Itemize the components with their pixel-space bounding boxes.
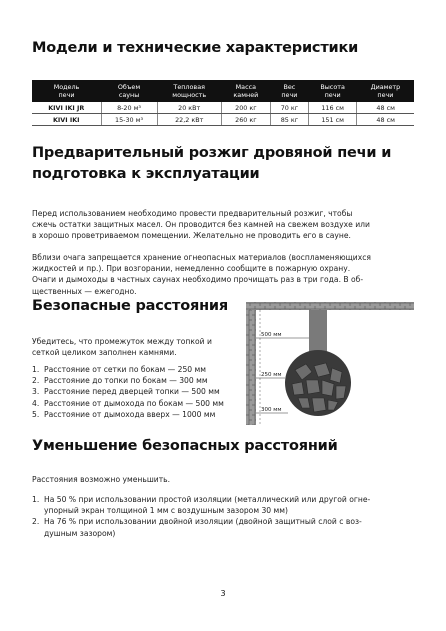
table-cell: 85 кг [270,114,308,126]
table-cell: KIVI IKI [32,114,101,126]
table-cell: 151 см [308,114,356,126]
dimension-label-300: 300 мм [261,407,282,413]
list-item: 1. На 50 % при использовании простой изоляции (металлический или другой огне- упорный экран толщиной 1 мм с воздушным зазором 30 мм) [32,495,371,516]
safe-distance-diagram [240,300,415,425]
header-weight: Вес печи [281,83,298,99]
list-item: 5. Расстояние от дымохода вверх — 1000 мм [32,409,216,419]
table-cell: 15-30 м³ [101,114,157,126]
page-number: 3 [220,589,226,598]
list-item: 2. Расстояние до топки по бокам — 300 мм [32,376,208,386]
table-cell: 48 см [357,102,414,114]
table-row [32,114,414,126]
section-title-models: Модели и технические характеристики [32,40,359,56]
list-item: 1. Расстояние от сетки по бокам — 250 мм [32,365,207,374]
header-height: Высота печи [320,83,345,99]
table-cell: KIVI IKI JR [32,102,101,114]
header-volume: Объем сауны [117,83,141,99]
section-title-safe-distances: Безопасные расстояния [32,298,229,314]
wall-brick [246,310,256,425]
section-title-preburn: Предварительный розжиг дровяной печи и подготовка к эксплуатации [32,145,392,182]
table-cell: 48 см [357,114,414,126]
reduce-intro: Расстояния возможно уменьшить. [32,475,171,484]
safety-paragraph: Вблизи очага запрещается хранение огнеопасных материалов (воспламеняющихся жидкостей и пр.). При возгорании, немедленно сообщите в пожарную охрану. Очаги и дымоходы в частных саунах необходимо прочищать раз в три года. В об- щественных — ежегодно. [32,253,371,296]
list-item: 2. На 76 % при использовании двойной изоляции (двойной защитный слой с воз- душным зазором) [32,517,362,538]
table-cell: 8-20 м³ [101,102,157,114]
specs-table [32,80,414,126]
reduce-list [32,494,370,539]
table-cell: 20 кВт [157,102,221,114]
table-cell: 70 кг [270,102,308,114]
list-item: 3. Расстояние перед дверцей топки — 500 мм [32,387,220,397]
dimension-label-500: 500 мм [261,332,282,338]
specs-table-header [32,80,414,102]
table-cell: 116 см [308,102,356,114]
section-title-reduce-distances: Уменьшение безопасных расстояний [32,438,338,454]
table-cell: 200 кг [221,102,270,114]
dimension-label-250: 250 мм [261,372,282,378]
table-row [32,102,414,114]
table-cell: 260 кг [221,114,270,126]
safe-distances-intro: Убедитесь, что промежуток между топкой и сеткой целиком заполнен камнями. [32,337,212,358]
preburn-paragraph: Перед использованием необходимо провести предварительный розжиг, чтобы сжечь остатки защитных масел. Он проводится без камней на свежем воздухе или в хорошо проветриваемом помещении. Желательно не проводить его в сауне. [32,209,370,241]
ceiling-brick [246,302,414,310]
header-diameter: Диаметр печи [370,83,401,99]
table-cell: 22,2 кВт [157,114,221,126]
header-stones: Масса камней [233,83,259,99]
safe-distances-list [32,364,224,420]
header-power: Тепловая мощность [172,83,207,99]
list-item: 4. Расстояние от дымохода по бокам — 500 мм [32,398,224,408]
header-model: Модель печи [53,83,80,99]
